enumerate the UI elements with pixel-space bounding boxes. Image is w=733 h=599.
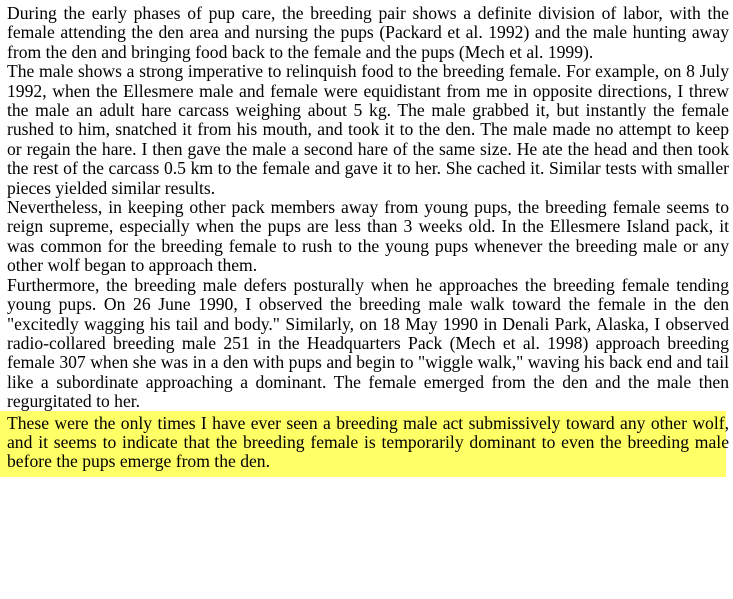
highlighted-paragraph: These were the only times I have ever seen a breeding male act submissively toward any other wolf, and it seems to indicate that the breeding female is temporarily dominant to even the breeding male before the pups emerge from the den. xyxy=(7,412,729,472)
paragraph-female-supreme: Nevertheless, in keeping other pack members away from young pups, the breeding female seems to reign supreme, especially when the pups are less than 3 weeks old. In the Ellesmere Island pack, it was common for the breeding female to rush to the young pups whenever the breeding male or any other wolf began to approach them. xyxy=(7,197,729,276)
document-body xyxy=(7,4,729,472)
paragraph-relinquish-food: The male shows a strong imperative to relinquish food to the breeding female. For example, on 8 July 1992, when the Ellesmere male and female were equidistant from me in opposite directions, I threw the male an adult hare carcass weighing about 5 kg. The male grabbed it, but instantly the female rushed to him, snatched it from his mouth, and took it to the den. The male made no attempt to keep or regain the hare. I then gave the male a second hare of the same size. He ate the head and then took the rest of the carcass 0.5 km to the female and gave it to her. She cached it. Similar tests with smaller pieces yielded similar results. xyxy=(7,61,729,198)
paragraph-male-defers: Furthermore, the breeding male defers posturally when he approaches the breeding female tending young pups. On 26 June 1990, I observed the breeding male walk toward the female in the den "excitedly wagging his tail and body." Similarly, on 18 May 1990 in Denali Park, Alaska, I observed radio-collared breeding male 251 in the Headquarters Pack (Mech et al. 1998) approach breeding female 307 when she was in a den with pups and begin to "wiggle walk," waving his back end and tail like a subordinate approaching a dominant. The female emerged from the den and the male then regurgitated to her. xyxy=(7,274,729,412)
paragraph-division-of-labor: During the early phases of pup care, the breeding pair shows a definite division of labor, with the female attending the den area and nursing the pups (Packard et al. 1992) and the male hunting away from the den and bringing food back to the female and the pups (Mech et al. 1999). xyxy=(7,3,729,62)
